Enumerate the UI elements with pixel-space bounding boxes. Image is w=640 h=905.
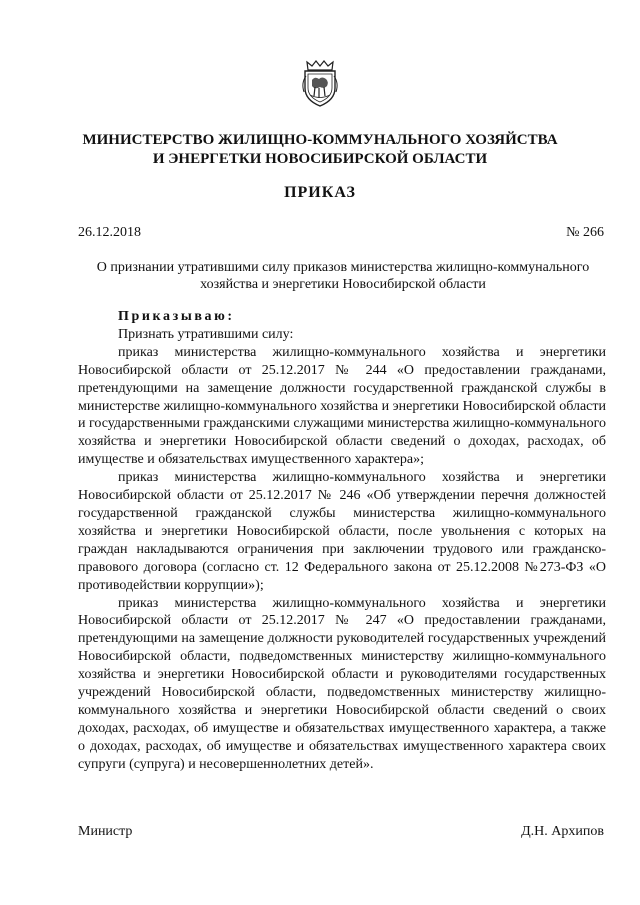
ministry-name-line1: МИНИСТЕРСТВО ЖИЛИЩНО-КОММУНАЛЬНОГО ХОЗЯЙСТВА — [82, 132, 558, 148]
coat-of-arms-icon — [300, 58, 340, 108]
order-item-2: приказ министерства жилищно-коммунального хозяйства и энергетики Новосибирской области от 25.12.2017 № 246 «Об утверждении перечня должностей государственной гражданской службы министерства жилищно-коммунального хозяйства и энергетики Новосибирской области, после увольнения с которых на граждан накладываются ограничения при заключении трудового или гражданско-правового договора (согласно ст. 12 Федерального закона от 25.12.2008 №273-ФЗ «О противодействии коррупции»); — [78, 470, 606, 593]
order-item-1: приказ министерства жилищно-коммунального хозяйства и энергетики Новосибирской области от 25.12.2017 № 244 «О предоставлении гражданами, претендующими на замещение должности государственной гражданской службы в министерстве жилищно-коммунального хозяйства и энергетики Новосибирской области и государственными гражданскими служащими министерства жилищно-коммунального хозяйства и энергетики Новосибирской области сведений о доходах, расходах, об имуществе и обязательствах имущественного характера»; — [78, 344, 606, 468]
order-word: Приказываю: — [118, 309, 235, 324]
order-item-3: приказ министерства жилищно-коммунального хозяйства и энергетики Новосибирской области от 25.12.2017 № 247 «О предоставлении гражданами, претендующими на замещение должности руководителей государственных учреждений Новосибирской области, подведомственных министерству жилищно-коммунального хозяйства и энергетики Новосибирской области и руководителями государственных учреждений Новосибирской области, подведомственных министерству жилищно-коммунального хозяйства и энергетики Новосибирской области сведений о своих доходах, расходах, об имуществе и обязательствах имущественного характера, а также о доходах, расходах, об имуществе и обязательствах имущественного характера своих супруги (супруга) и несовершеннолетних детей». — [78, 595, 606, 772]
order-directive — [78, 308, 606, 326]
order-body — [78, 308, 606, 774]
ministry-name-line2: И ЭНЕРГЕТКИ НОВОСИБИРСКОЙ ОБЛАСТИ — [152, 151, 488, 167]
order-number: № 266 — [566, 225, 604, 240]
signatory-name: Д.Н. Архипов — [521, 824, 604, 839]
ministry-name — [60, 131, 580, 169]
document-type: ПРИКАЗ — [284, 184, 356, 201]
signatory-title: Министр — [78, 824, 133, 839]
order-intro: Признать утратившими силу: — [118, 326, 294, 342]
order-subject: О признании утратившими силу приказов министерства жилищно-коммунального хозяйства и энергетики Новосибирской области — [96, 260, 590, 292]
order-date: 26.12.2018 — [78, 225, 141, 240]
